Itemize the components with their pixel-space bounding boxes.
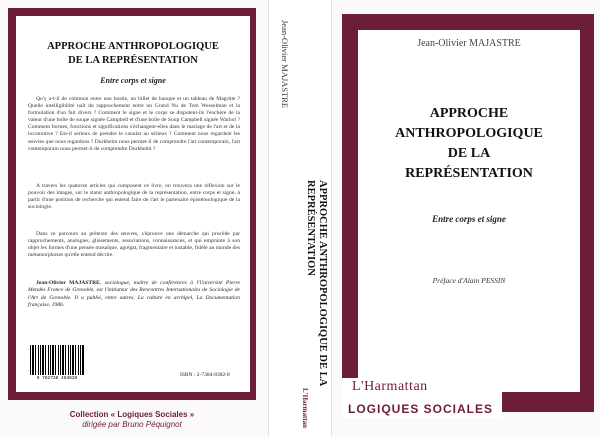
front-author: Jean-Olivier MAJASTRE (417, 38, 521, 49)
barcode-number: 9 782738 483829 (36, 376, 78, 381)
collection-info (8, 410, 256, 430)
front-subtitle: Entre corps et signe (432, 214, 506, 224)
author-bio (28, 280, 240, 309)
back-cover-subtitle: Entre corps et signe (100, 76, 166, 85)
publisher-logo: L'Harmattan (352, 379, 428, 394)
collection-line: Collection « Logiques Sociales » (69, 410, 195, 419)
preface: Préface d'Alain PESSIN (432, 276, 506, 285)
spine-author: Jean-Olivier MAJASTRE (280, 20, 290, 109)
barcode (28, 343, 86, 383)
bio-text: , sociologue, maître de conférences à l'Université Pierre Mendès France de Grenoble, est l'initiateur des Rencontres Internationales de Sociologie de l'Art de Grenoble. Il a publié, entre autres, La culture en archipel, La Documentation française, 1986. (28, 280, 240, 308)
back-title-line-2: DE LA REPRÉSENTATION (68, 55, 198, 66)
back-title-line-1: APPROCHE ANTHROPOLOGIQUE (47, 41, 219, 52)
front-title-line-1: APPROCHE (429, 106, 509, 121)
series-name: LOGIQUES SOCIALES (348, 402, 494, 416)
spine-title: APPROCHE ANTHROPOLOGIQUE DE LA REPRÉSENTATION (305, 180, 328, 386)
back-cover-title (16, 40, 250, 68)
front-title-line-4: REPRÉSENTATION (405, 166, 533, 181)
barcode-bars (30, 345, 84, 375)
back-paragraph-3: Dans ce parcours au prétexte des œuvres, s'éprouve une démarche qui procède par rapprochements, analogies, glissements, associations, connaissances, et qui emprunte à son objet les formes d'une pensée mosaïque, agrégat, fragmentaire et instable, fidèle au monde des métamorphoses qu'elle entend décrire. (28, 231, 240, 259)
bio-author-name: Jean-Olivier MAJASTRE (36, 280, 100, 286)
front-title-line-2: ANTHROPOLOGIQUE (395, 126, 543, 141)
front-title-line-3: DE LA (447, 146, 491, 161)
collection-director: dirigée par Bruno Péquignot (82, 420, 182, 429)
back-paragraph-1: Qu'y a-t-il de commun entre une hostie, un billet de banque et un tableau de Magritte ? Quelle intelligibilité naît du rapprochement entre un Grand Nu de Tom Wesselman et la formulation d'un fait divers ? Comment le signe et le corps se disputent-ils l'enchère de la valeur d'une boîte de soupe signée Campbell et d'une boîte de Soup Campbell signée Warhol ? Comment formes, fonctions et significations s'échangent-elles dans le mariage de l'art et de la locomotive ? Est-il sérieux de prendre le canular au sérieux ? Comment nous regardent les œuvres que nous regardons ? Durkheim nous permet-il de comprendre l'art contemporain, l'art contemporain nous permet-il de comprendre Durkheim ? (28, 96, 240, 152)
spine-publisher-logo: L'Harmattan (301, 388, 309, 429)
isbn: ISBN : 2-7384-8382-8 (180, 372, 230, 378)
back-paragraph-2: A travers les quatorze articles qui composent ce livre, on trouvera une réflexion sur le pouvoir des images, sur le statut anthropologique de la représentation, entre corps et signe, à partir d'une position de recherche qui entend faire de l'art le partenaire épistémologique de la sociologie. (28, 183, 240, 211)
front-title (358, 104, 580, 184)
front-cover-panel (358, 30, 580, 392)
